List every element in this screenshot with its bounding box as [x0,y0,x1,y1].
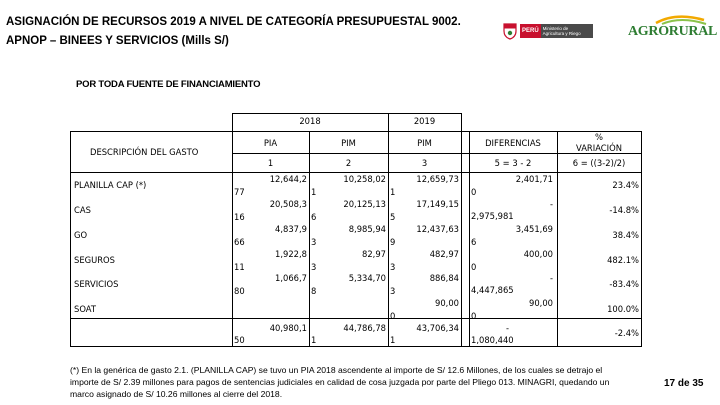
pim-2018-header: PIM [341,138,356,148]
agrorural-logo [626,14,716,44]
pim-2018-value-tail: 3 [311,262,317,272]
pim-2019-value: 90,00 [435,298,459,308]
diferencia-value-tail: 0 [471,262,477,272]
variacion-value: -83.4% [609,279,639,289]
index-2: 2 [345,158,352,168]
year-header-top-rule [232,113,461,114]
total-pim-2018-value: 44,786,78 [343,323,386,333]
ministry-label: Ministerio de Agricultura y Riego [541,24,593,38]
table-bottom-rule [70,346,642,347]
title-line-2: APNOP – BINEES Y SERVICIOS (Mills S/) [6,35,229,47]
pia-value-tail: 11 [234,262,245,272]
row-label: SERVICIOS [74,279,119,289]
row-label: SOAT [74,304,96,314]
diferencias-header: DIFERENCIAS [485,138,541,148]
agrorural-wordmark: AGRORURAL [628,24,718,39]
pim-2019-header: PIM [417,138,432,148]
pim-2019-value: 17,149,15 [416,199,459,209]
diferencia-value-tail: 4,447,865 [471,285,514,295]
header-mid-rule [232,153,642,154]
row-label: SEGUROS [74,255,115,265]
pim-2018-value-tail: 6 [311,212,317,222]
row-label: CAS [74,205,91,215]
pim-2018-value-tail: 8 [311,286,317,296]
variacion-value: 482.1% [607,255,639,265]
pia-value: 1,066,7 [275,273,307,283]
pia-value: 12,644,2 [269,174,307,184]
total-pim-2019-value-tail: 1 [390,335,396,345]
diferencia-value: 90,00 [529,298,553,308]
page-number: 17 de 35 [664,378,704,389]
pim-2019-value-tail: 9 [390,237,396,247]
diferencia-value: 2,401,71 [515,174,553,184]
pia-value-tail: 16 [234,212,245,222]
year-2018-header: 2018 [299,116,321,126]
total-pia-value-tail: 50 [234,335,245,345]
table-right-border [641,131,642,346]
pia-header: PIA [263,138,278,148]
pim-2019-value: 886,84 [429,273,459,283]
variacion-header: VARIACIÓN [576,143,622,153]
total-pim-2018-value-tail: 1 [311,335,317,345]
variacion-value: 23.4% [612,180,639,190]
total-pim-2019-value: 43,706,34 [416,323,459,333]
col-divider-pim19 [461,113,462,346]
diferencia-value-tail: 0 [471,187,477,197]
index-3: 3 [421,158,428,168]
pim-2019-value-tail: 1 [390,187,396,197]
pim-2018-value: 82,97 [362,249,386,259]
pim-2018-value-tail: 1 [311,187,317,197]
pia-value-tail: 77 [234,187,245,197]
year-2019-header: 2019 [413,116,436,126]
diferencia-value-tail: 6 [471,237,477,247]
pim-2019-value-tail: 3 [390,262,396,272]
pim-2018-value: 20,125,13 [343,199,386,209]
footnote: (*) En la genérica de gasto 2.1. (PLANILLA CAP) se tuvo un PIA 2018 ascendente al importe de S/ 12.6 Millones, de los cuales se detrajo el importe de S/ 2.39 millones para pagos de sentencias judiciales en calidad de cosa juzgada por parte del Pliego 013. MINAGRI, quedando un marco asignado de S/ 10.26 millones al cierre del 2018. [70,365,610,399]
diferencia-value: - [549,199,553,209]
index-diferencias: 5 = 3 - 2 [494,158,532,168]
row-label: GO [74,230,88,240]
diferencia-value-tail: 2,975,981 [471,211,514,221]
variacion-value: 38.4% [612,230,639,240]
peru-shield-icon [502,22,518,40]
pim-2019-value-tail: 3 [390,286,396,296]
slide-title [6,13,461,51]
title-line-1: ASIGNACIÓN DE RECURSOS 2019 A NIVEL DE CATEGORÍA PRESUPUESTAL 9002. [6,16,461,28]
pim-2019-value-tail: 5 [390,212,396,222]
desc-header: DESCRIPCIÓN DEL GASTO [90,147,199,157]
variacion-pct-header: % [595,132,603,142]
total-diferencia-value-tail: 1,080,440 [471,335,514,345]
pia-value: 4,837,9 [275,224,307,234]
diferencia-value: 400,00 [523,249,553,259]
pim-2019-value: 12,437,63 [416,224,459,234]
pia-value: 1,922,8 [275,249,307,259]
diferencia-value-tail: 0 [471,311,477,321]
pim-2018-value: 5,334,70 [348,273,386,283]
ministry-logo [502,20,596,42]
row-label: PLANILLA CAP (*) [74,180,147,190]
pim-2018-value: 10,258,02 [343,174,386,184]
index-1: 1 [267,158,274,168]
variacion-value: 100.0% [607,304,639,314]
pim-2018-value-tail: 3 [311,237,317,247]
total-variacion-value: -2.4% [614,328,639,338]
table-left-border [70,131,71,346]
variacion-value: -14.8% [609,205,639,215]
pim-2019-value-tail: 0 [390,311,396,321]
financing-subtitle: POR TODA FUENTE DE FINANCIAMIENTO [76,79,261,90]
diferencia-value: - [549,273,553,283]
diferencia-value: 3,451,69 [515,224,553,234]
peru-label: PERÚ [520,24,541,38]
pia-value-tail: 80 [234,286,245,296]
index-variacion: 6 = ((3-2)/2) [572,158,626,168]
total-pia-value: 40,980,1 [269,323,307,333]
total-diferencia-value: - [506,323,510,333]
pim-2019-value: 12,659,73 [416,174,459,184]
pim-2019-value: 482,97 [429,249,459,259]
pia-value: 20,508,3 [269,199,307,209]
pia-value-tail: 66 [234,237,245,247]
pim-2018-value: 8,985,94 [348,224,386,234]
